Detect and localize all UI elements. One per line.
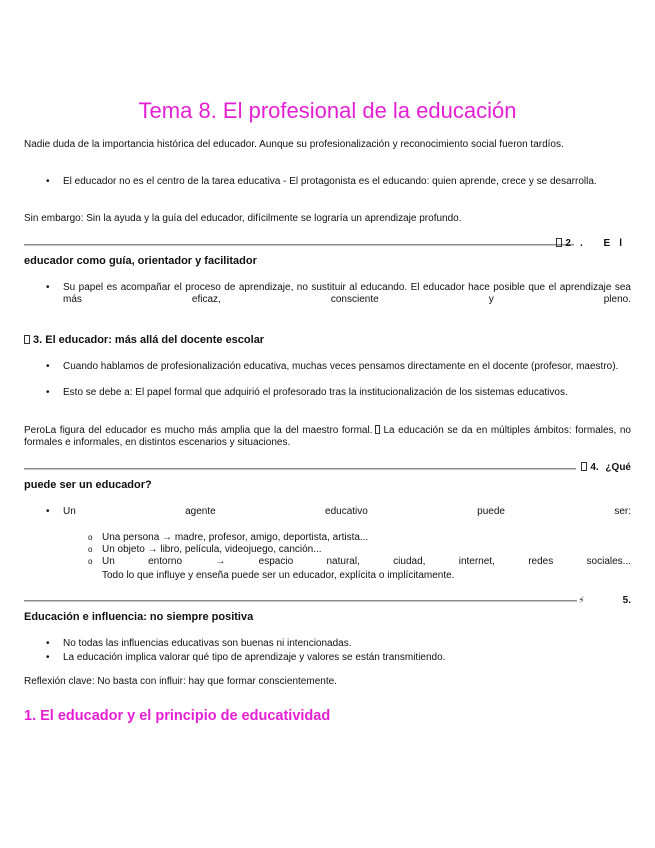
sin-embargo-paragraph: Sin embargo: Sin la ayuda y la guía del educador, difícilmente se lograría un aprendizaje profundo. — [24, 213, 462, 224]
list-item: • Un agente educativo puede ser: — [24, 506, 631, 518]
horizontal-rule — [24, 244, 574, 246]
section-2-number: 2. El — [556, 238, 631, 250]
section-3-heading: 3. El educador: más allá del docente escolar — [24, 333, 631, 347]
section-4-rule-row — [24, 462, 631, 474]
list-item: • La educación implica valorar qué tipo de aprendizaje y valores se están transmitiendo. — [24, 652, 631, 664]
list-item: o Una persona → madre, profesor, amigo, deportista, artista... — [24, 532, 631, 544]
list-item: • El educador no es el centro de la tarea educativa - El protagonista es el educando: quien aprende, crece y se desarrolla. — [24, 176, 631, 188]
list-item: • Su papel es acompañar el proceso de aprendizaje, no sustituir al educando. El educador hace posible que el aprendizaje sea más eficaz, consciente y pleno. — [24, 282, 631, 306]
horizontal-rule — [24, 600, 577, 602]
section-4-number: 4. ¿Qué — [581, 462, 631, 474]
list-item: • No todas las influencias educativas son buenas ni intencionadas. — [24, 638, 631, 650]
list-item: o Un entorno → espacio natural, ciudad, internet, redes sociales... — [24, 556, 631, 568]
section-5-heading: Educación e influencia: no siempre positiva — [24, 611, 254, 623]
section-5-list — [24, 638, 631, 664]
missing-glyph-icon — [375, 425, 380, 434]
section-5-rule-row — [24, 594, 631, 606]
section-2-rule-row — [24, 238, 631, 250]
section-heading-educatividad: 1. El educador y el principio de educatividad — [24, 708, 331, 724]
intro-paragraph: Nadie duda de la importancia histórica del educador. Aunque su profesionalización y reconocimiento social fueron tardíos. — [24, 139, 564, 150]
section-2-heading: educador como guía, orientador y facilitador — [24, 255, 257, 267]
list-item: • Cuando hablamos de profesionalización educativa, muchas veces pensamos directamente en el docente (profesor, maestro). — [24, 361, 631, 373]
section-2-list — [24, 282, 631, 306]
section-3-list — [24, 361, 631, 399]
pero-paragraph: PeroLa figura del educador es mucho más amplia que la del maestro formal. La educación se da en múltiples ámbitos: formales, no formales e informales, en distintos escenarios y situaciones. — [24, 425, 631, 448]
section-5-number: ⚡ 5. — [578, 595, 631, 606]
section-4-heading: puede ser un educador? — [24, 479, 152, 491]
missing-glyph-icon — [24, 335, 30, 344]
horizontal-rule — [24, 468, 576, 470]
section-4-note: Todo lo que influye y enseña puede ser un educador, explícita o implícitamente. — [102, 570, 455, 581]
missing-glyph-icon — [581, 462, 587, 471]
lightning-icon: ⚡ — [578, 595, 585, 605]
reflexion-paragraph: Reflexión clave: No basta con influir: hay que formar conscientemente. — [24, 676, 337, 687]
intro-list — [24, 176, 631, 188]
page-title: Tema 8. El profesional de la educación — [138, 98, 517, 123]
list-item: • Esto se debe a: El papel formal que adquirió el profesorado tras la institucionalización de los sistemas educativos. — [24, 387, 631, 399]
list-item: o Un objeto → libro, película, videojuego, canción... — [24, 544, 631, 556]
section-4-sublist — [24, 532, 631, 568]
missing-glyph-icon — [556, 238, 562, 247]
section-4-list — [24, 506, 631, 518]
